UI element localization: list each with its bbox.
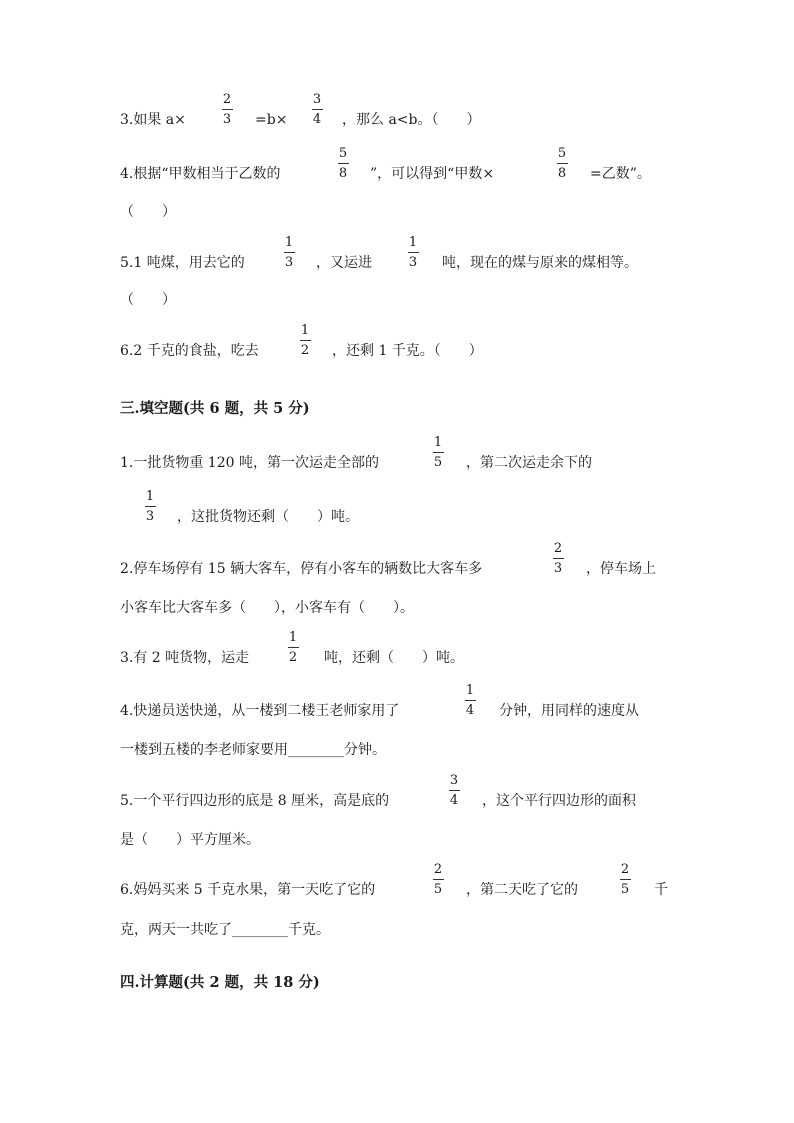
q-text: 3.如果 a× xyxy=(120,112,186,128)
q-text: 5.一个平行四边形的底是 8 厘米，高是底的 xyxy=(120,793,390,809)
fraction: 1 2 xyxy=(288,630,298,665)
q-text: ，第二天吃了它的 xyxy=(466,882,578,898)
q-text: 3.有 2 吨货物，运走 xyxy=(120,650,250,666)
fraction: 1 3 xyxy=(284,235,294,270)
q-text: ，又运进 xyxy=(316,255,372,271)
fraction: 5 8 xyxy=(557,146,567,181)
q-text: 4.快递员送快递，从一楼到二楼王老师家用了 xyxy=(120,703,400,719)
fraction: 1 3 xyxy=(145,489,155,524)
q-text: 分钟，用同样的速度从 xyxy=(499,703,639,719)
answer-paren: （ ） xyxy=(120,292,176,308)
q-text: ，还剩 1 千克。（ ） xyxy=(332,343,483,359)
q-text: 吨，还剩（ ）吨。 xyxy=(324,650,464,666)
fraction: 2 3 xyxy=(222,92,232,127)
q-text: 克，两天一共吃了________千克。 xyxy=(120,922,330,938)
fraction: 2 3 xyxy=(553,541,563,576)
q-text: 6.2 千克的食盐，吃去 xyxy=(120,343,259,359)
fraction: 5 8 xyxy=(338,146,348,181)
q-text: ，停车场上 xyxy=(586,561,656,577)
q-text: 千 xyxy=(654,882,668,898)
q-text: 5.1 吨煤，用去它的 xyxy=(120,255,245,271)
q-text: ，这批货物还剩（ ）吨。 xyxy=(177,509,359,525)
answer-paren: （ ） xyxy=(120,204,176,220)
fraction: 1 4 xyxy=(465,683,475,718)
q-text: 6.妈妈买来 5 千克水果，第一天吃了它的 xyxy=(120,882,376,898)
fraction: 3 4 xyxy=(449,773,459,808)
fraction: 2 5 xyxy=(433,862,443,897)
fraction: 1 5 xyxy=(433,435,443,470)
section-heading: 四.计算题(共 2 题，共 18 分) xyxy=(120,974,320,991)
q-text: 4.根据“甲数相当于乙数的 xyxy=(120,166,281,182)
fraction: 1 2 xyxy=(300,323,310,358)
q-text: 2.停车场停有 15 辆大客车，停有小客车的辆数比大客车多 xyxy=(120,561,483,577)
fraction: 3 4 xyxy=(312,92,322,127)
q-text: ，这个平行四边形的面积 xyxy=(482,793,636,809)
fraction: 1 3 xyxy=(408,235,418,270)
q-text: 是（ ）平方厘米。 xyxy=(120,832,260,848)
q-text: 一楼到五楼的李老师家要用________分钟。 xyxy=(120,742,386,758)
section-heading: 三.填空题(共 6 题，共 5 分) xyxy=(120,400,310,417)
q-text: 小客车比大客车多（ ），小客车有（ ）。 xyxy=(120,600,414,616)
q-text: ，第二次运走余下的 xyxy=(466,455,592,471)
q-text: 吨，现在的煤与原来的煤相等。 xyxy=(442,255,638,271)
fraction: 2 5 xyxy=(620,862,630,897)
q-text: ，那么 a<b。（ ） xyxy=(342,112,481,128)
q-text: =乙数”。 xyxy=(590,166,651,182)
q-text: 1.一批货物重 120 吨，第一次运走全部的 xyxy=(120,455,379,471)
q-text: =b× xyxy=(255,112,288,128)
q-text: ”，可以得到“甲数× xyxy=(370,166,495,182)
